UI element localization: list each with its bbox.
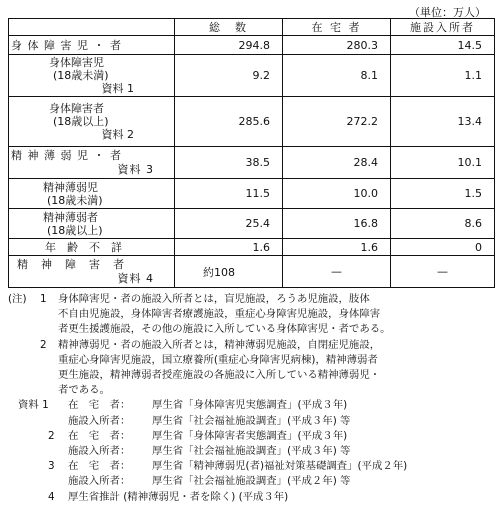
row-label-line2: (18歳以上) bbox=[53, 115, 109, 128]
sources-head: 資料 1 bbox=[18, 399, 49, 412]
row-label-line2: (18歳未満) bbox=[53, 69, 109, 82]
cell-total: 285.6 bbox=[175, 97, 283, 147]
note-text: 身体障害児・者の施設入所者とは，盲児施設，ろうあ児施設，肢体 bbox=[58, 293, 370, 305]
header-total: 総 数 bbox=[175, 19, 283, 36]
note-text: 者である。 bbox=[58, 384, 110, 397]
row-label bbox=[9, 55, 175, 97]
row-label bbox=[9, 256, 175, 288]
note-text: 者更生援護施設，その他の施設に入所している身体障害児・者である。 bbox=[58, 323, 391, 336]
cell-home: 28.4 bbox=[283, 147, 391, 179]
note-number: 1 bbox=[40, 293, 47, 305]
cell-total: 294.8 bbox=[175, 36, 283, 55]
row-source: 資料 4 bbox=[117, 272, 154, 285]
row-label: 年 齢 不 詳 bbox=[9, 239, 175, 256]
cell-home: 1.6 bbox=[283, 239, 391, 256]
cell-total: 9.2 bbox=[175, 55, 283, 97]
note-number: 2 bbox=[40, 338, 47, 351]
table-row bbox=[9, 36, 495, 55]
table-row bbox=[9, 256, 495, 288]
source-1 bbox=[8, 398, 496, 413]
table-row bbox=[9, 97, 495, 147]
row-source: 資料 1 bbox=[101, 82, 134, 95]
header-blank bbox=[9, 19, 175, 36]
source-label: 施設入所者： bbox=[68, 445, 131, 458]
statistics-table bbox=[8, 18, 495, 288]
cell-facility: 8.6 bbox=[391, 209, 495, 239]
source-label: 施設入所者： bbox=[68, 475, 131, 488]
source-text: 厚生省「社会福祉施設調査」(平成２年) 等 bbox=[152, 475, 351, 488]
cell-home: 16.8 bbox=[283, 209, 391, 239]
table-header-row bbox=[9, 19, 495, 36]
row-label bbox=[9, 147, 175, 179]
cell-total: 約108 bbox=[175, 256, 283, 288]
table-row bbox=[9, 147, 495, 179]
notes-section bbox=[8, 292, 496, 505]
note-text: 重症心身障害児施設，国立療養所(重症心身障害児病棟)，精神薄弱者 bbox=[58, 353, 378, 366]
row-label-line1: 精 神 薄 弱 児 ・ 者 bbox=[11, 149, 122, 162]
row-source: 資料 3 bbox=[117, 163, 154, 176]
table-row bbox=[9, 55, 495, 97]
cell-total: 11.5 bbox=[175, 179, 283, 209]
cell-home: 272.2 bbox=[283, 97, 391, 147]
source-text: 厚生省「身体障害者実態調査」(平成３年) bbox=[152, 429, 348, 442]
row-label-line1: 身体障害者 bbox=[49, 102, 104, 115]
cell-total: 38.5 bbox=[175, 147, 283, 179]
cell-facility: 0 bbox=[391, 239, 495, 256]
source-label: 在 宅 者： bbox=[68, 429, 131, 442]
source-label: 在 宅 者： bbox=[68, 460, 131, 473]
note-text: 精神薄弱児・者の施設入所者とは，精神薄弱児施設，自閉症児施設， bbox=[58, 338, 381, 351]
source-text: 厚生省「社会福祉施設調査」(平成３年) 等 bbox=[152, 445, 351, 458]
row-label bbox=[9, 209, 175, 239]
source-text: 厚生省推計 (精神薄弱児・者を除く) (平成３年) bbox=[68, 490, 289, 503]
row-label-line1: 精神薄弱者 bbox=[43, 210, 98, 224]
cell-home: 8.1 bbox=[283, 55, 391, 97]
cell-total: 25.4 bbox=[175, 209, 283, 239]
cell-home: 10.0 bbox=[283, 179, 391, 209]
note-text: 不自由児施設，身体障害者療護施設，重症心身障害児施設，身体障害 bbox=[58, 308, 381, 321]
cell-facility: 1.5 bbox=[391, 179, 495, 209]
row-label-line1: 精神薄弱児 bbox=[43, 180, 98, 194]
row-source: 資料 2 bbox=[101, 128, 134, 141]
header-home: 在 宅 者 bbox=[283, 19, 391, 36]
row-label-line1: 身体障害児 bbox=[49, 56, 104, 69]
source-2 bbox=[8, 429, 496, 444]
row-label-line2: (18歳以上) bbox=[47, 223, 103, 237]
source-text: 厚生省「社会福祉施設調査」(平成３年) 等 bbox=[152, 414, 351, 427]
source-label: 施設入所者： bbox=[68, 414, 131, 427]
table-row bbox=[9, 179, 495, 209]
cell-home: — bbox=[283, 256, 391, 288]
source-number: 2 bbox=[48, 429, 55, 442]
source-text: 厚生省「精神薄弱児(者)福祉対策基礎調査」(平成２年) bbox=[152, 460, 408, 473]
cell-home: 280.3 bbox=[283, 36, 391, 55]
table-row bbox=[9, 239, 495, 256]
source-3 bbox=[8, 459, 496, 474]
note-1 bbox=[8, 292, 496, 307]
table-row bbox=[9, 209, 495, 239]
cell-total: 1.6 bbox=[175, 239, 283, 256]
source-text: 厚生省「身体障害児実態調査」(平成３年) bbox=[152, 399, 348, 412]
row-label-line1: 精 神 障 害 者 bbox=[17, 258, 125, 271]
row-label: 身 体 障 害 児 ・ 者 bbox=[9, 36, 175, 55]
cell-facility: 13.4 bbox=[391, 97, 495, 147]
cell-facility: 14.5 bbox=[391, 36, 495, 55]
note-2 bbox=[8, 338, 496, 353]
row-label-line2: (18歳未満) bbox=[47, 193, 103, 207]
source-number: 3 bbox=[48, 460, 55, 473]
cell-facility: 10.1 bbox=[391, 147, 495, 179]
source-number: 4 bbox=[48, 490, 55, 503]
source-label: 在 宅 者： bbox=[68, 399, 131, 412]
unit-label: （単位：万人） bbox=[409, 6, 486, 19]
header-facility: 施設入所者 bbox=[391, 19, 495, 36]
cell-facility: — bbox=[391, 256, 495, 288]
row-label bbox=[9, 179, 175, 209]
source-4 bbox=[8, 490, 496, 505]
notes-head: (注) bbox=[8, 293, 27, 305]
cell-facility: 1.1 bbox=[391, 55, 495, 97]
note-text: 更生施設，精神薄弱者授産施設の各施設に入所している精神薄弱児・ bbox=[58, 369, 381, 382]
row-label bbox=[9, 97, 175, 147]
